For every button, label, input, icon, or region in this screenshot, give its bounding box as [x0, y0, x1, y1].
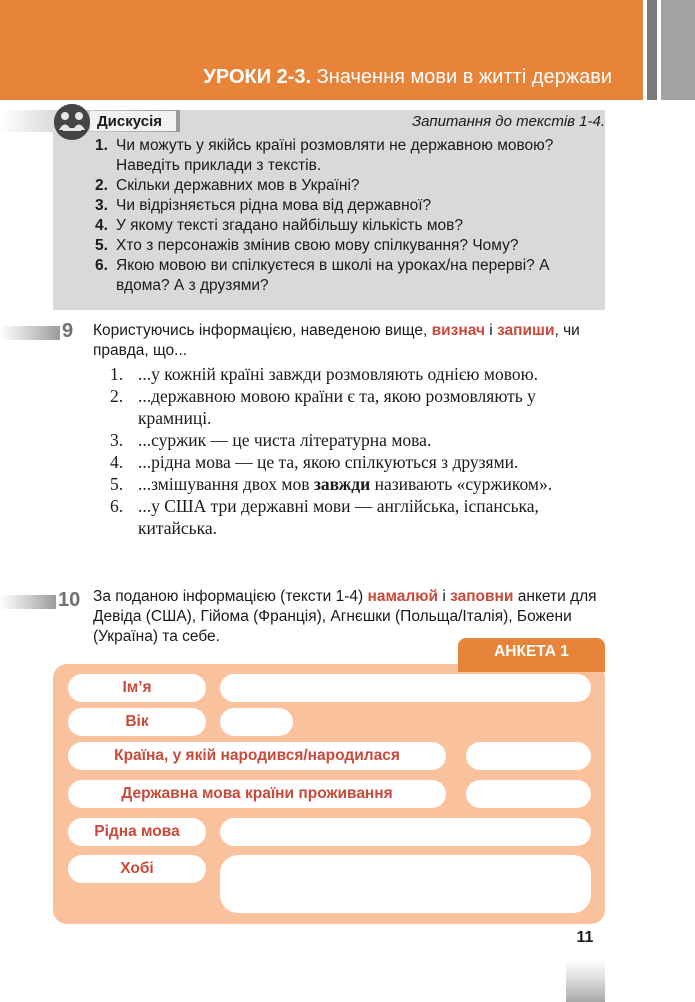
lesson-title	[0, 66, 612, 89]
lesson-topic: Значення мови в житті держави	[316, 66, 612, 88]
statement-text: ...суржик — це чиста літературна мова.	[138, 430, 432, 450]
statement-number: 1.	[110, 364, 124, 384]
statement-item	[110, 495, 605, 539]
task-10-keyword: заповни	[450, 588, 514, 605]
native-language-field[interactable]	[220, 818, 591, 846]
question-number: 5.	[95, 237, 108, 254]
question-text: Хто з персонажів змінив свою мову спілкування? Чому?	[116, 237, 519, 254]
discussion-people-icon	[54, 104, 90, 140]
task-9-text: і	[484, 322, 498, 339]
statement-emphasis: завжди	[313, 474, 371, 494]
questionnaire-title: АНКЕТА 1	[494, 643, 569, 660]
statement-item	[110, 451, 605, 473]
statement-text: називають «суржиком».	[370, 474, 553, 494]
statement-item	[110, 473, 605, 495]
lesson-number: УРОКИ 2-3.	[203, 66, 312, 88]
statement-text: ...рідна мова — це та, якою спілкуються з друзями.	[138, 452, 519, 472]
state-language-field[interactable]	[466, 780, 591, 808]
statement-number: 4.	[110, 452, 124, 472]
country-birth-label: Країна, у якій народився/народилася	[114, 747, 400, 764]
task-9-marker-bar	[0, 326, 60, 340]
task-10-marker-bar	[0, 595, 56, 609]
statement-item	[110, 429, 605, 451]
question-text: Чи відрізняється рідна мова від державної?	[116, 197, 432, 214]
state-language-label: Державна мова країни проживання	[121, 785, 393, 802]
statement-text: ...у кожній країні завжди розмовляють однією мовою.	[138, 364, 539, 384]
question-text: Скільки державних мов в Україні?	[116, 177, 360, 194]
name-field[interactable]	[220, 674, 591, 702]
task-9-text: Користуючись інформацією, наведеною вище,	[93, 322, 432, 339]
discussion-question	[95, 216, 605, 236]
header-stripe	[647, 0, 657, 100]
question-text: Чи можуть у якійсь країні розмовляти не державною мовою? Наведіть приклади з текстів.	[116, 137, 554, 174]
statement-item	[110, 363, 605, 385]
discussion-question	[95, 236, 605, 256]
discussion-question	[95, 196, 605, 216]
name-label: Ім’я	[122, 679, 152, 696]
age-field[interactable]	[220, 708, 293, 736]
task-9-keyword: запиши	[497, 322, 555, 339]
question-number: 2.	[95, 177, 108, 194]
age-label: Вік	[125, 713, 149, 730]
statement-text: ...змішування двох мов	[138, 474, 314, 494]
page-number-strip	[566, 960, 605, 1002]
task-9-statement-list	[110, 363, 605, 539]
discussion-subtitle: Запитання до текстів 1-4.	[411, 113, 605, 130]
statement-number: 5.	[110, 474, 124, 494]
discussion-question-list	[95, 136, 605, 296]
task-9-text: , чи правда, що...	[93, 322, 580, 359]
question-text: У якому тексті згадано найбільшу кількість мов?	[116, 217, 464, 234]
question-number: 3.	[95, 197, 108, 214]
statement-number: 3.	[110, 430, 124, 450]
task-9-instructions	[93, 321, 605, 361]
country-birth-field[interactable]	[466, 742, 591, 770]
discussion-question	[95, 176, 605, 196]
statement-text: ...державною мовою країни є та, якою розмовляють у крамниці.	[138, 386, 536, 428]
question-text: Якою мовою ви спілкуєтеся в школі на уроках/на перерві? А вдома? А з друзями?	[116, 257, 550, 294]
statement-number: 2.	[110, 386, 124, 406]
question-number: 4.	[95, 217, 108, 234]
task-10-text: і	[438, 588, 451, 605]
task-10-keyword: намалюй	[367, 588, 439, 605]
statement-item	[110, 385, 605, 429]
task-10-text: анкети для Девіда (США), Гійома (Франція), Агнєшки (Польща/Італія), Божени (Україна) та себе.	[93, 588, 597, 645]
hobby-label: Хобі	[120, 860, 154, 877]
native-language-label: Рідна мова	[94, 823, 180, 840]
statement-text: ...у США три державні мови — англійська, іспанська, китайська.	[138, 496, 539, 538]
hobby-field[interactable]	[220, 855, 591, 913]
page-number: 11	[576, 929, 594, 946]
task-9-number: 9	[62, 320, 74, 342]
task-10-text: За поданою інформацією (тексти 1-4)	[93, 588, 368, 605]
question-number: 1.	[95, 137, 108, 154]
statement-number: 6.	[110, 496, 124, 516]
task-9-keyword: визнач	[431, 322, 485, 339]
question-number: 6.	[95, 257, 108, 274]
discussion-label: Дискусія	[97, 113, 162, 130]
task-10-number: 10	[58, 589, 81, 611]
discussion-question	[95, 136, 605, 176]
discussion-question	[95, 256, 605, 296]
header-stripe	[661, 0, 695, 100]
